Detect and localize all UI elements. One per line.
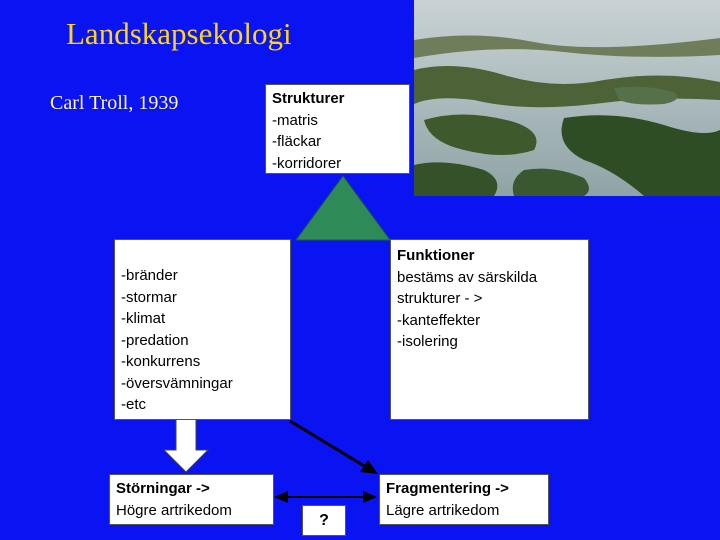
question-mark: ? bbox=[319, 512, 329, 529]
double-arrow-left-head bbox=[274, 491, 288, 503]
functions-box bbox=[390, 239, 589, 420]
functions-line: strukturer - > bbox=[397, 290, 483, 307]
structures-line: -matris bbox=[272, 111, 318, 129]
slide-subtitle: Carl Troll, 1939 bbox=[50, 92, 179, 114]
diagonal-arrow-head bbox=[360, 460, 378, 474]
factor-item: -stormar bbox=[121, 288, 177, 306]
factor-item: -predation bbox=[121, 331, 189, 349]
factor-item: -översvämningar bbox=[121, 374, 233, 392]
factor-item: -konkurrens bbox=[121, 353, 201, 370]
green-triangle bbox=[296, 176, 390, 240]
question-box bbox=[302, 505, 346, 536]
down-arrow bbox=[164, 419, 208, 472]
structures-box bbox=[265, 84, 410, 174]
diagonal-arrow bbox=[290, 421, 366, 467]
factor-item: -bränder bbox=[121, 267, 178, 284]
structures-line: -fläckar bbox=[272, 133, 322, 150]
fragmentation-text: Lägre artrikedom bbox=[386, 501, 500, 519]
functions-line: -kanteffekter bbox=[397, 311, 481, 329]
factors-box bbox=[114, 239, 291, 420]
factor-item: -klimat bbox=[121, 310, 166, 327]
disturbance-box bbox=[109, 474, 274, 525]
disturbance-heading: Störningar -> bbox=[116, 480, 210, 497]
double-arrow-right-head bbox=[363, 491, 377, 503]
functions-line: -isolering bbox=[397, 333, 458, 350]
functions-line: bestäms av särskilda bbox=[397, 268, 538, 286]
fragmentation-box bbox=[379, 474, 549, 525]
disturbance-text: Högre artrikedom bbox=[116, 501, 232, 519]
slide-title: Landskapsekologi bbox=[66, 16, 292, 51]
structures-line: -korridorer bbox=[272, 154, 342, 172]
factor-item: -etc bbox=[121, 396, 147, 413]
functions-heading: Funktioner bbox=[397, 247, 475, 264]
structures-heading: Strukturer bbox=[272, 90, 345, 107]
fragmentation-heading: Fragmentering -> bbox=[386, 480, 509, 497]
